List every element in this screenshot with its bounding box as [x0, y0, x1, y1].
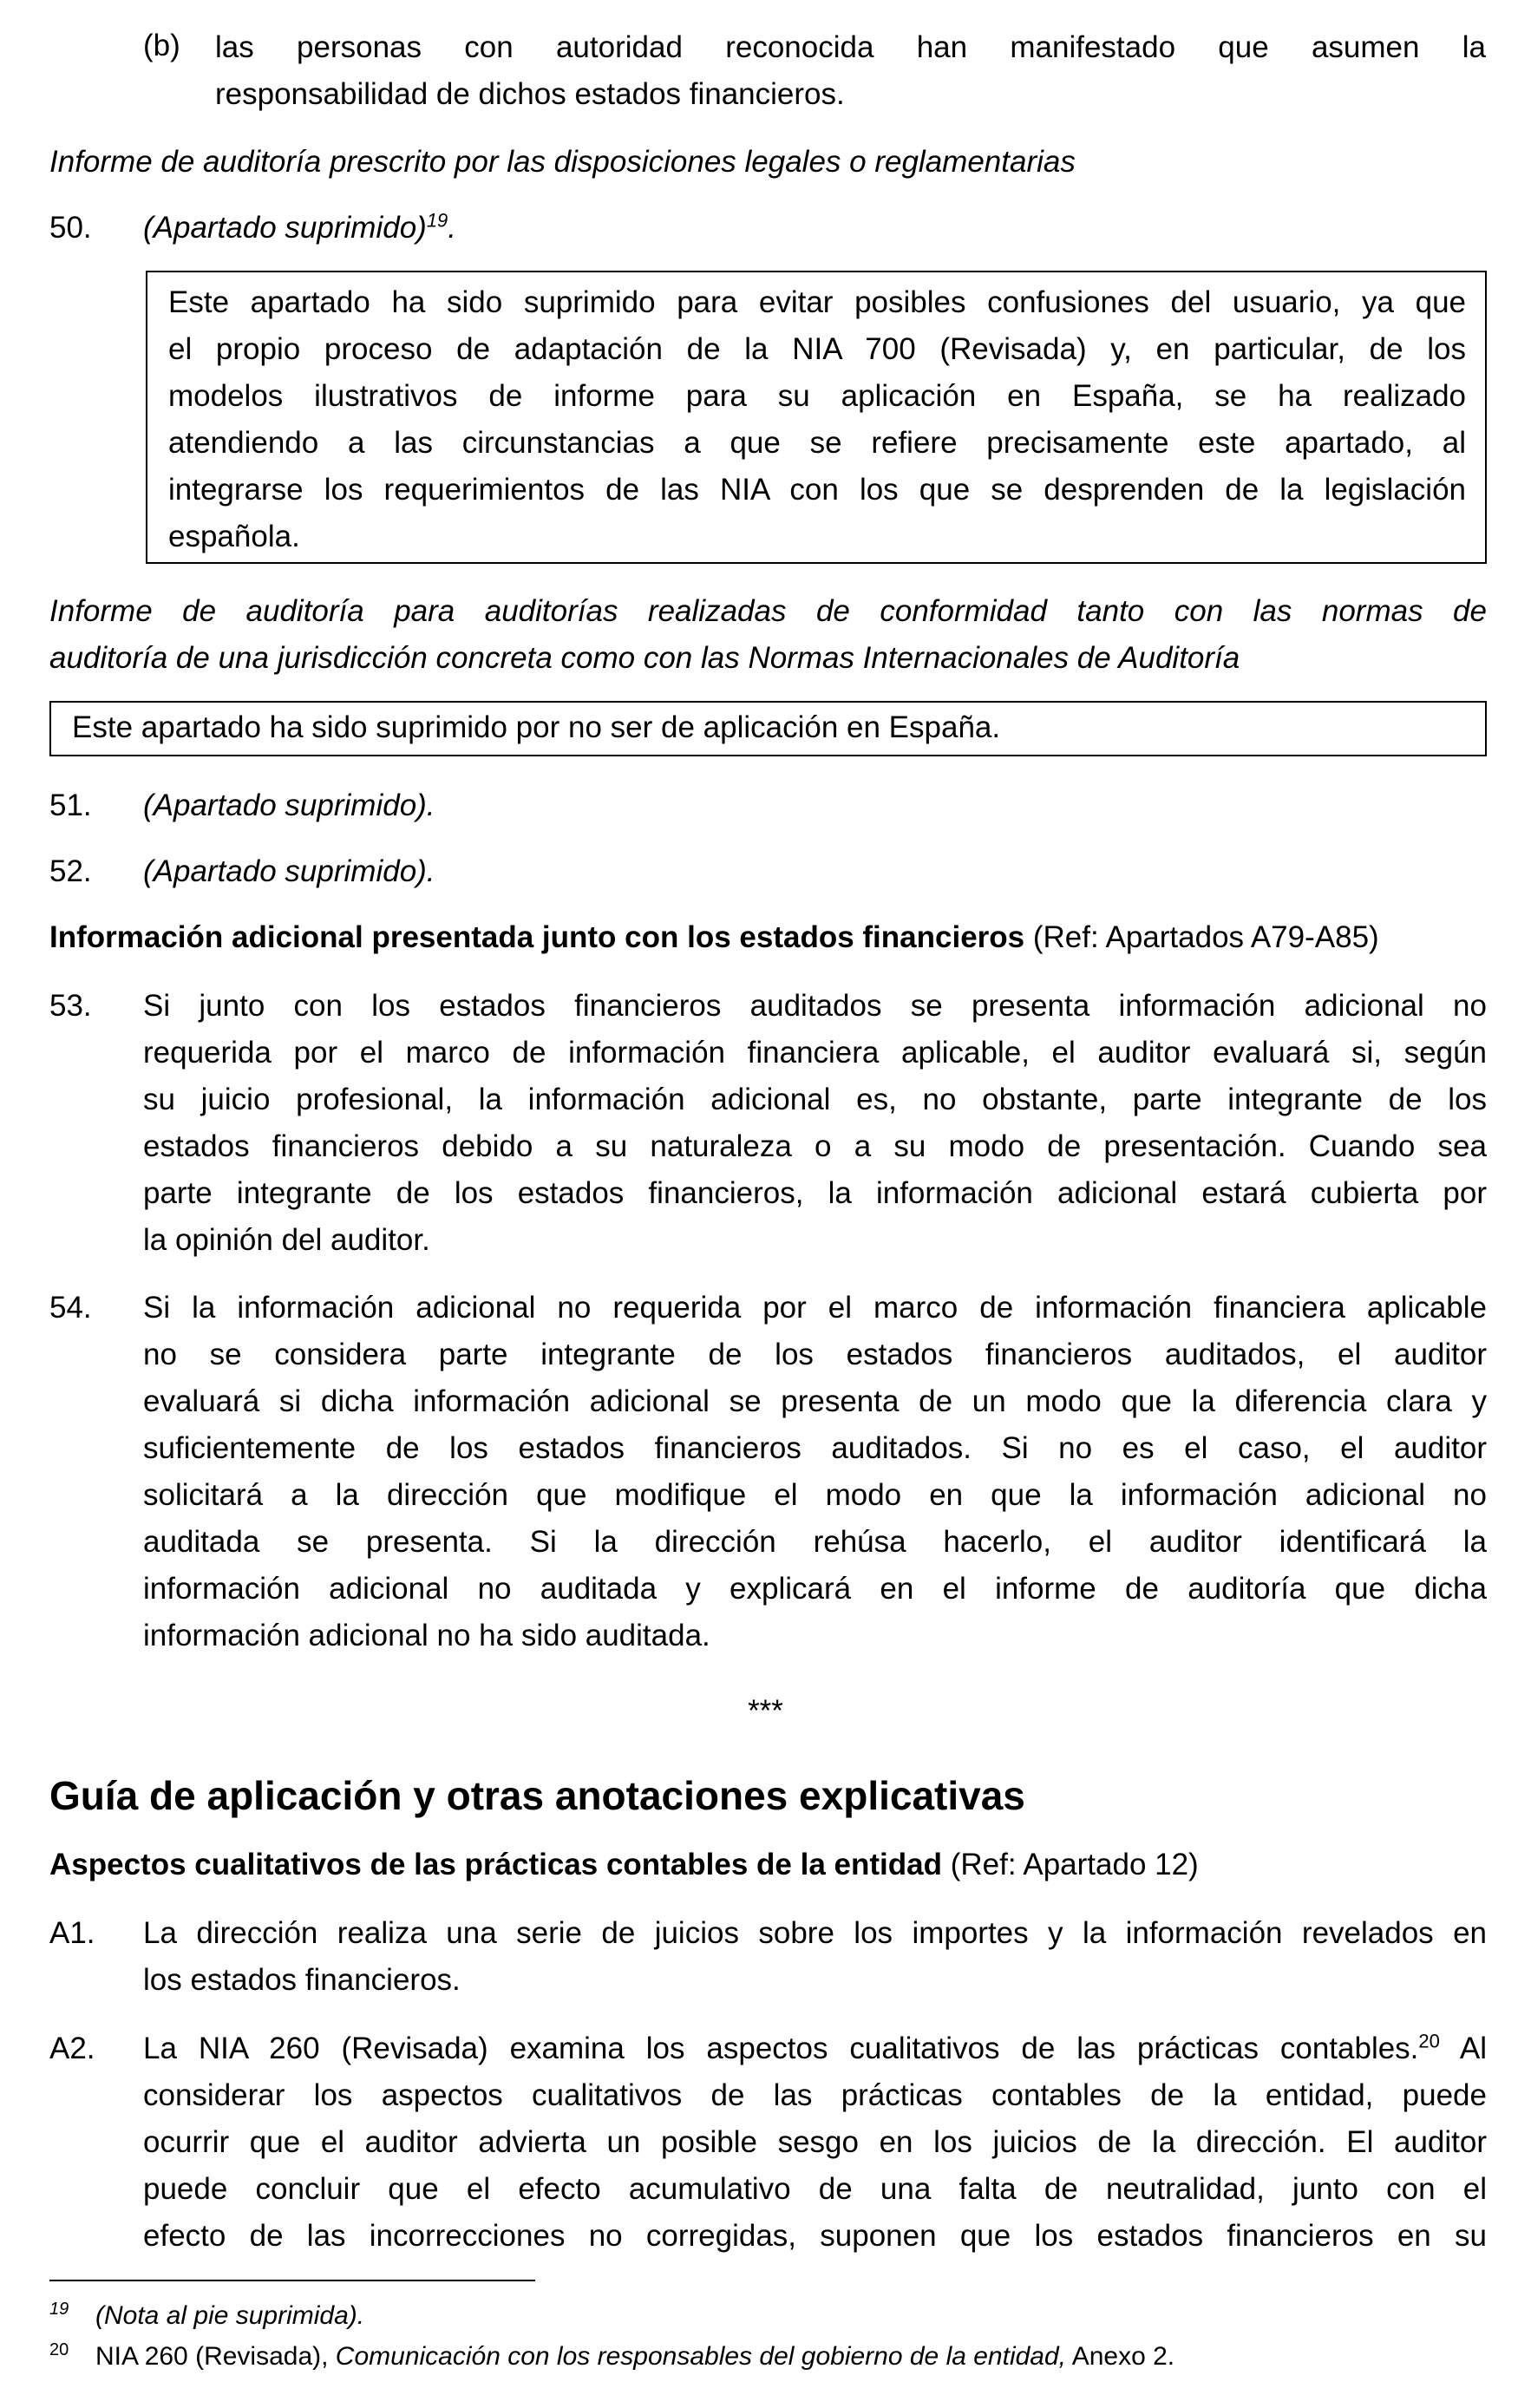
text-line: información adicional no auditada y explicará en el informe de auditoría que dicha — [143, 1572, 1487, 1606]
list-label-b: (b) — [143, 29, 180, 62]
text-line: los estados financieros. — [143, 1963, 461, 1997]
text-line: ocurrir que el auditor advierta un posible sesgo en los juicios de la dirección. El auditor — [143, 2125, 1487, 2159]
paragraph-50-text: (Apartado suprimido) — [143, 211, 427, 245]
text-line: estados financieros debido a su naturaleza o a su modo de presentación. Cuando sea — [143, 1129, 1487, 1163]
note-box-text — [168, 279, 1466, 560]
paragraph-50-tail: . — [448, 211, 457, 245]
section-heading-accounting-aspects — [49, 1845, 1199, 1885]
paragraph-54 — [143, 1285, 1487, 1659]
paragraph-a2 — [143, 2025, 1487, 2260]
text-line: las personas con autoridad reconocida han manifestado que asumen la — [215, 30, 1486, 64]
paragraph-number-52: 52. — [49, 854, 92, 888]
section-heading-jurisdiction — [49, 588, 1487, 682]
text-line: auditoría de una jurisdicción concreta como con las Normas Internacionales de Auditoría — [49, 641, 1240, 675]
text-line: requerida por el marco de información financiera aplicable, el auditor evaluará si, según — [143, 1036, 1487, 1070]
paragraph-number-50: 50. — [49, 211, 92, 245]
paragraph-50 — [143, 208, 456, 248]
text-line: evaluará si dicha información adicional se presenta de un modo que la diferencia clara y — [143, 1384, 1487, 1418]
paragraph-a1 — [143, 1910, 1487, 2004]
section-heading-additional-info — [49, 918, 1379, 958]
text-line: auditada se presenta. Si la dirección rehúsa hacerlo, el auditor identificará la — [143, 1525, 1487, 1559]
footnote-number: 19 — [49, 2300, 69, 2319]
heading-ref: (Ref: Apartados A79-A85) — [1032, 920, 1379, 954]
paragraph-49b — [215, 24, 1486, 118]
text-line: información adicional no ha sido auditada. — [143, 1619, 710, 1652]
footnote-19 — [49, 2299, 365, 2333]
footnote-text-part: Anexo 2. — [1066, 2342, 1175, 2371]
paragraph-number-51: 51. — [49, 788, 92, 822]
chapter-heading-guide: Guía de aplicación y otras anotaciones explicativas — [49, 1773, 1025, 1818]
heading-bold-text: Aspectos cualitativos de las prácticas contables de la entidad — [49, 1848, 942, 1881]
text-line: considerar los aspectos cualitativos de las prácticas contables de la entidad, puede — [143, 2078, 1487, 2112]
footnote-ref-20: 20 — [1418, 2030, 1440, 2052]
footnote-number: 20 — [49, 2340, 69, 2359]
a2-first-line-text: La NIA 260 (Revisada) examina los aspectos cualitativos de las prácticas contables. — [143, 2032, 1419, 2065]
text-line: solicitará a la dirección que modifique el modo en que la información adicional no — [143, 1478, 1487, 1512]
text-line: Este apartado ha sido suprimido para evitar posibles confusiones del usuario, ya que — [168, 285, 1466, 319]
note-box-not-applicable — [49, 701, 1487, 756]
paragraph-number-54: 54. — [49, 1291, 92, 1325]
text-line: española. — [168, 520, 300, 553]
paragraph-52: (Apartado suprimido). — [143, 854, 435, 888]
footnote-ref-19: 19 — [426, 209, 448, 232]
heading-ref: (Ref: Apartado 12) — [950, 1848, 1199, 1881]
a2-first-line-tail: Al — [1439, 2032, 1487, 2065]
footnote-text — [95, 2339, 1174, 2374]
text-line: la opinión del auditor. — [143, 1223, 430, 1257]
text-line: parte integrante de los estados financieros, la información adicional estará cubierta por — [143, 1176, 1487, 1210]
footnote-text-part: NIA 260 (Revisada), — [95, 2342, 336, 2371]
text-line: modelos ilustrativos de informe para su aplicación en España, se ha realizado — [168, 379, 1466, 413]
paragraph-number-53: 53. — [49, 989, 92, 1023]
footnote-separator — [49, 2280, 535, 2281]
paragraph-number-a2: A2. — [49, 2032, 95, 2065]
paragraph-number-a1: A1. — [49, 1916, 95, 1950]
text-line: responsabilidad de dichos estados financieros. — [215, 77, 845, 111]
heading-bold-text: Información adicional presentada junto con los estados financieros — [49, 920, 1025, 954]
paragraph-51: (Apartado suprimido). — [143, 788, 435, 822]
text-line: su juicio profesional, la información adicional es, no obstante, parte integrante de los — [143, 1083, 1487, 1116]
section-heading-legal: Informe de auditoría prescrito por las disposiciones legales o reglamentarias — [49, 145, 1076, 179]
text-line: efecto de las incorrecciones no corregidas, suponen que los estados financieros en su — [143, 2219, 1487, 2253]
paragraph-53 — [143, 983, 1487, 1264]
text-line: Si la información adicional no requerida por el marco de información financiera aplicable — [143, 1291, 1487, 1325]
text-line: Si junto con los estados financieros auditados se presenta información adicional no — [143, 989, 1487, 1023]
text-line — [143, 2025, 1487, 2072]
footnote-text: (Nota al pie suprimida). — [95, 2301, 365, 2330]
text-line: integrarse los requerimientos de las NIA con los que se desprenden de la legislación — [168, 473, 1466, 507]
text-line: suficientemente de los estados financieros auditados. Si no es el caso, el auditor — [143, 1431, 1487, 1465]
note-box-suppressed-50 — [146, 271, 1487, 564]
section-separator: *** — [748, 1694, 783, 1728]
text-line: Informe de auditoría para auditorías realizadas de conformidad tanto con las normas de — [49, 594, 1487, 628]
footnote-title: Comunicación con los responsables del gobierno de la entidad, — [335, 2342, 1067, 2371]
text-line: puede concluir que el efecto acumulativo de una falta de neutralidad, junto con el — [143, 2172, 1487, 2206]
footnote-20 — [49, 2339, 1175, 2374]
text-line: no se considera parte integrante de los estados financieros auditados, el auditor — [143, 1338, 1487, 1371]
text-line: atendiendo a las circunstancias a que se refiere precisamente este apartado, al — [168, 426, 1466, 460]
text-line: el propio proceso de adaptación de la NIA 700 (Revisada) y, en particular, de los — [168, 332, 1466, 366]
text-line: La dirección realiza una serie de juicios sobre los importes y la información revelados en — [143, 1916, 1487, 1950]
note-box-text: Este apartado ha sido suprimido por no ser de aplicación en España. — [72, 710, 1001, 744]
